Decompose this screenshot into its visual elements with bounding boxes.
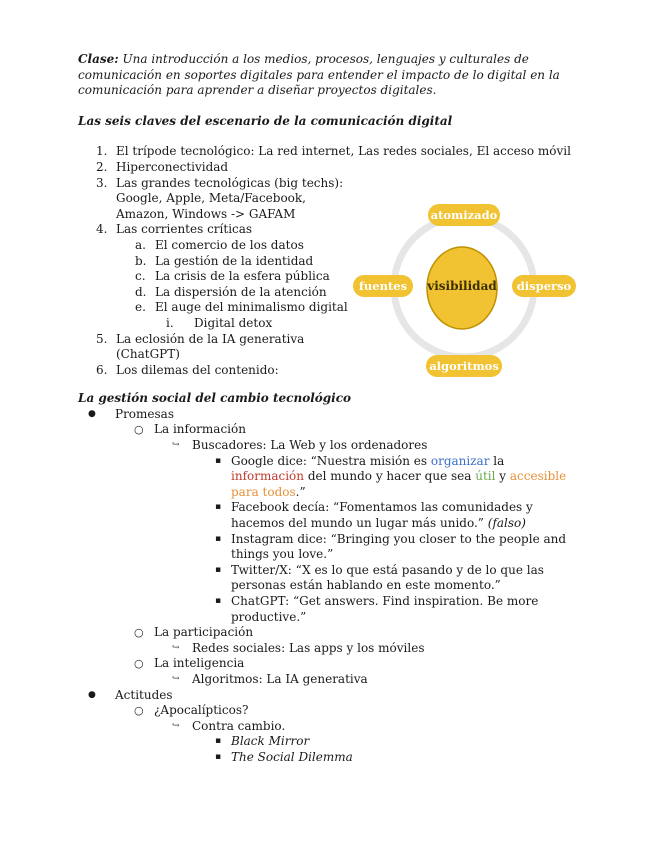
section2-heading: La gestión social del cambio tecnológico xyxy=(78,391,352,406)
list-item: 5. La eclosión de la IA generativa (ChatGPT) xyxy=(96,331,305,362)
list-item: ○ La participación xyxy=(134,625,254,640)
list-item: ● Promesas xyxy=(88,406,174,421)
list-item: i. Digital detox xyxy=(166,315,273,330)
list-item: ○ La inteligencia xyxy=(134,656,245,671)
gestion-list xyxy=(78,407,578,766)
intro-paragraph xyxy=(78,52,578,99)
list-item: ↪ Algoritmos: La IA generativa xyxy=(172,671,368,686)
list-item: ○ ¿Apocalípticos? xyxy=(134,703,249,718)
list-item: ▪ The Social Dilemma xyxy=(215,749,353,764)
intro-label: Clase: xyxy=(78,52,119,66)
document-page xyxy=(78,52,578,766)
list-item: e. El auge del minimalismo digital xyxy=(135,300,348,315)
list-item: 3. Las grandes tecnológicas (big techs): Google, Apple, Meta/Facebook, Amazon, Windows -> GAFAM xyxy=(96,175,344,221)
section1-heading: Las seis claves del escenario de la comunicación digital xyxy=(78,113,453,128)
list-item-twitter: ▪ Twitter/X: “X es lo que está pasando y de lo que las personas están hablando en este momento.” xyxy=(215,562,544,593)
list-item: ↪ Buscadores: La Web y los ordenadores xyxy=(172,438,428,453)
list-item: ● Actitudes xyxy=(88,687,173,702)
list-item: 4. Las corrientes críticas xyxy=(96,222,253,237)
list-item: b. La gestión de la identidad xyxy=(135,253,314,268)
list-item: ▪ Black Mirror xyxy=(215,734,310,749)
diagram-label-bottom: algoritmos xyxy=(426,355,502,377)
list-item-facebook: ▪ Facebook decía: “Fomentamos las comunidades y hacemos del mundo un lugar más unido.” (falso) xyxy=(215,500,533,531)
diagram-label-right: disperso xyxy=(512,275,576,297)
diagram-center-label: visibilidad xyxy=(427,279,497,293)
list-item-chatgpt: ▪ ChatGPT: “Get answers. Find inspiration. Be more productive.” xyxy=(215,594,539,624)
list-item: d. La dispersión de la atención xyxy=(135,284,327,299)
list-item: a. El comercio de los datos xyxy=(135,237,304,252)
list-item: 2. Hiperconectividad xyxy=(96,159,229,174)
list-item: ↪ Contra cambio. xyxy=(172,718,286,733)
list-item: ○ La información xyxy=(134,422,246,437)
diagram-label-left: fuentes xyxy=(353,275,413,297)
diagram-label-top: atomizado xyxy=(428,204,500,226)
list-item: c. La crisis de la esfera pública xyxy=(135,269,330,284)
visibilidad-diagram xyxy=(352,195,578,380)
list-item-google: ▪ Google dice: “Nuestra misión es organizar la información del mundo y hacer que sea útil y accesible para todos.” xyxy=(215,453,567,499)
list-item: 6. Los dilemas del contenido: xyxy=(96,362,279,377)
list-item: 1. El trípode tecnológico: La red internet, Las redes sociales, El acceso móvil xyxy=(96,144,571,159)
intro-text: Una introducción a los medios, procesos, lenguajes y culturales de comunicación en soportes digitales para entender el impacto de lo digital en la comunicación para aprender a diseñar proyectos digitales. xyxy=(78,52,560,98)
list-item-instagram: ▪ Instagram dice: “Bringing you closer to the people and things you love.” xyxy=(215,531,567,562)
list-item: ↪ Redes sociales: Las apps y los móviles xyxy=(172,640,425,655)
